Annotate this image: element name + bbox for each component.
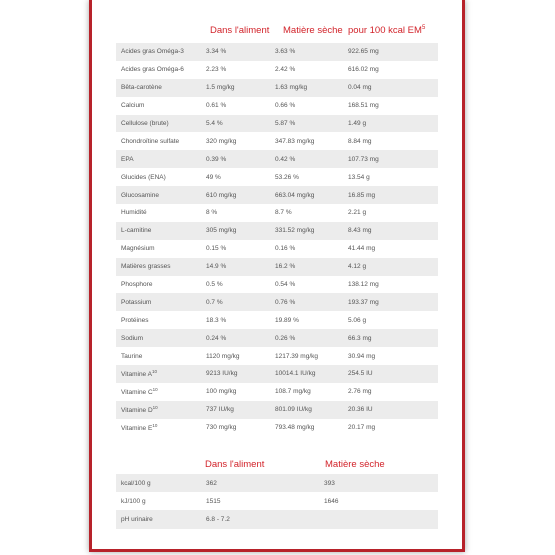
value-dry-matter: 331.52 mg/kg [275, 227, 315, 235]
value-per-100-kcal: 0.04 mg [348, 84, 372, 92]
table-row [116, 276, 438, 294]
nutrient-name: Acides gras Oméga-3 [121, 48, 184, 56]
energy-in-food: 362 [206, 479, 217, 487]
value-in-food: 1.5 mg/kg [206, 84, 235, 92]
value-dry-matter: 108.7 mg/kg [275, 388, 311, 396]
nutrient-name: Taurine [121, 352, 143, 360]
value-dry-matter: 10014.1 IU/kg [275, 370, 316, 378]
nutrient-name-cell [116, 281, 203, 288]
value-in-food: 0.5 % [206, 281, 223, 289]
nutrient-name-cell [116, 423, 203, 432]
nutrient-name: L-carnitine [121, 227, 152, 235]
nutrient-name-cell [116, 227, 203, 234]
value-per-100-kcal: 20.36 IU [348, 406, 373, 414]
footnote-ref: 10 [152, 387, 158, 393]
value-in-food: 5.4 % [206, 120, 223, 127]
value-per-100-kcal: 66.3 mg [348, 334, 372, 342]
value-in-food: 2.23 % [206, 66, 227, 74]
nutrient-name: Matières grasses [121, 263, 171, 271]
energy-row [116, 510, 438, 528]
value-dry-matter: 53.26 % [275, 173, 299, 181]
value-dry-matter: 347.83 mg/kg [275, 137, 315, 145]
table-row [116, 311, 438, 329]
table-row [116, 115, 438, 133]
energy-row [116, 492, 438, 510]
nutrient-name-cell [116, 369, 203, 378]
nutrient-name-cell [116, 209, 203, 216]
value-dry-matter: 793.48 mg/kg [275, 424, 315, 432]
value-per-100-kcal: 13.54 g [348, 173, 370, 181]
value-dry-matter: 16.2 % [275, 263, 296, 271]
value-per-100-kcal: 20.17 mg [348, 424, 376, 432]
nutrient-name-cell [116, 66, 203, 73]
table-row [116, 240, 438, 258]
nutrient-name: Potassium [121, 298, 152, 306]
table-row [116, 365, 438, 383]
nutrient-name-cell [116, 192, 203, 199]
nutrient-name-cell [116, 387, 203, 396]
table-row [116, 204, 438, 222]
value-in-food: 0.15 % [206, 245, 227, 253]
value-in-food: 0.39 % [206, 155, 227, 163]
value-in-food: 737 IU/kg [206, 406, 234, 414]
nutrient-name: Vitamine A [121, 371, 152, 379]
table-row [116, 347, 438, 365]
value-in-food: 0.61 % [206, 102, 227, 110]
value-dry-matter: 3.63 % [275, 48, 296, 56]
nutrient-name-cell [116, 299, 203, 306]
value-dry-matter: 1.63 mg/kg [275, 84, 308, 92]
table-row [116, 293, 438, 311]
value-per-100-kcal: 1.49 g [348, 120, 367, 127]
energy-dry-matter: 393 [324, 479, 335, 487]
nutrient-name-cell [116, 156, 203, 163]
table-row [116, 419, 438, 437]
nutrient-name: Vitamine D [121, 407, 153, 415]
value-dry-matter: 0.26 % [275, 334, 296, 342]
nutrient-name: Protéines [121, 316, 149, 324]
table-row [116, 186, 438, 204]
value-per-100-kcal: 168.51 mg [348, 102, 379, 110]
value-in-food: 49 % [206, 173, 221, 181]
value-dry-matter: 5.87 % [275, 120, 296, 127]
table-row [116, 97, 438, 115]
value-dry-matter: 1217.39 mg/kg [275, 352, 319, 360]
nutrient-name: Calcium [121, 102, 145, 110]
value-per-100-kcal: 2.21 g [348, 209, 367, 217]
value-in-food: 1120 mg/kg [206, 352, 240, 360]
nutrient-name: Chondroïtine sulfate [121, 137, 180, 145]
value-in-food: 3.34 % [206, 48, 227, 56]
energy-row [116, 474, 438, 492]
value-per-100-kcal: 616.02 mg [348, 66, 379, 74]
nutrient-name-cell [116, 335, 203, 342]
table-row [116, 401, 438, 419]
table-row [116, 222, 438, 240]
footnote-ref: 10 [152, 423, 158, 429]
value-per-100-kcal: 5.06 g [348, 316, 367, 324]
nutrient-name: Sodium [121, 334, 144, 342]
value-in-food: 0.7 % [206, 298, 223, 306]
nutrient-name-cell [116, 120, 203, 127]
value-dry-matter: 663.04 mg/kg [275, 191, 315, 199]
value-in-food: 610 mg/kg [206, 191, 237, 199]
table-row [116, 150, 438, 168]
energy-header-in-food: Dans l'aliment [205, 459, 265, 470]
nutrient-name-cell [116, 174, 203, 181]
value-dry-matter: 0.66 % [275, 102, 296, 110]
header-in-food: Dans l'aliment [210, 25, 270, 36]
nutrient-name: Vitamine C [121, 389, 153, 397]
value-per-100-kcal: 2.76 mg [348, 388, 372, 396]
table-row [116, 79, 438, 97]
nutrient-name: Acides gras Oméga-6 [121, 66, 184, 74]
table-row [116, 383, 438, 401]
value-per-100-kcal: 4.12 g [348, 263, 367, 271]
nutrient-name: Glucosamine [121, 191, 159, 199]
nutrient-name: Humidité [121, 209, 147, 217]
value-per-100-kcal: 254.5 IU [348, 370, 373, 378]
nutrient-name: Magnésium [121, 245, 155, 253]
table-row [116, 132, 438, 150]
value-per-100-kcal: 193.37 mg [348, 298, 379, 306]
nutrient-name-cell [116, 138, 203, 145]
nutrient-name-cell [116, 84, 203, 91]
table-row [116, 43, 438, 61]
value-per-100-kcal: 8.43 mg [348, 227, 372, 235]
nutrient-name-cell [116, 317, 203, 324]
table-row [116, 258, 438, 276]
header-footnote-ref: 5 [421, 25, 426, 31]
nutrient-name-cell [116, 245, 203, 252]
value-per-100-kcal: 922.65 mg [348, 48, 379, 56]
table-row [116, 168, 438, 186]
value-in-food: 730 mg/kg [206, 424, 237, 432]
nutrient-name-cell [116, 48, 203, 55]
energy-label: kcal/100 g [121, 479, 151, 487]
header-per-100-kcal-text: pour 100 kcal EM [348, 25, 422, 36]
value-in-food: 9213 IU/kg [206, 370, 238, 378]
value-per-100-kcal: 41.44 mg [348, 245, 376, 253]
value-dry-matter: 8.7 % [275, 209, 292, 217]
value-per-100-kcal: 30.94 mg [348, 352, 376, 360]
nutrient-name-cell [116, 102, 203, 109]
value-per-100-kcal: 8.84 mg [348, 137, 372, 145]
nutrient-name: Cellulose (brute) [121, 120, 169, 127]
energy-in-food: 6.8 - 7.2 [206, 515, 230, 523]
value-per-100-kcal: 138.12 mg [348, 281, 379, 289]
value-dry-matter: 0.42 % [275, 155, 296, 163]
value-per-100-kcal: 107.73 mg [348, 155, 379, 163]
nutrition-panel [89, 0, 465, 552]
value-dry-matter: 0.54 % [275, 281, 296, 289]
table-row [116, 329, 438, 347]
energy-header-dry-matter: Matière sèche [325, 459, 385, 470]
nutrient-name: Bêta-carotène [121, 84, 162, 92]
nutrient-name: Glucides (ENA) [121, 173, 166, 181]
header-per-100-kcal [348, 25, 425, 36]
energy-label: kJ/100 g [121, 497, 146, 505]
value-in-food: 305 mg/kg [206, 227, 237, 235]
nutrient-name-cell [116, 353, 203, 360]
value-in-food: 320 mg/kg [206, 137, 237, 145]
value-per-100-kcal: 16.85 mg [348, 191, 376, 199]
energy-label: pH urinaire [121, 515, 153, 523]
footnote-ref: 10 [151, 369, 157, 375]
value-in-food: 18.3 % [206, 316, 227, 324]
energy-table [116, 474, 438, 529]
value-dry-matter: 801.09 IU/kg [275, 406, 312, 414]
value-dry-matter: 0.16 % [275, 245, 296, 253]
value-in-food: 14.9 % [206, 263, 227, 271]
nutrient-name: Phosphore [121, 281, 153, 289]
energy-dry-matter: 1646 [324, 497, 339, 505]
nutrient-name: Vitamine E [121, 425, 153, 433]
nutrient-table [116, 43, 438, 437]
energy-in-food: 1515 [206, 497, 221, 505]
table-row [116, 61, 438, 79]
header-dry-matter: Matière sèche [283, 25, 343, 36]
nutrient-name-cell [116, 405, 203, 414]
nutrient-name: EPA [121, 155, 134, 163]
value-in-food: 8 % [206, 209, 218, 217]
footnote-ref: 10 [152, 405, 158, 411]
nutrient-name-cell [116, 263, 203, 270]
value-in-food: 0.24 % [206, 334, 227, 342]
value-dry-matter: 19.89 % [275, 316, 299, 324]
value-dry-matter: 0.76 % [275, 298, 296, 306]
value-dry-matter: 2.42 % [275, 66, 296, 74]
value-in-food: 100 mg/kg [206, 388, 237, 396]
